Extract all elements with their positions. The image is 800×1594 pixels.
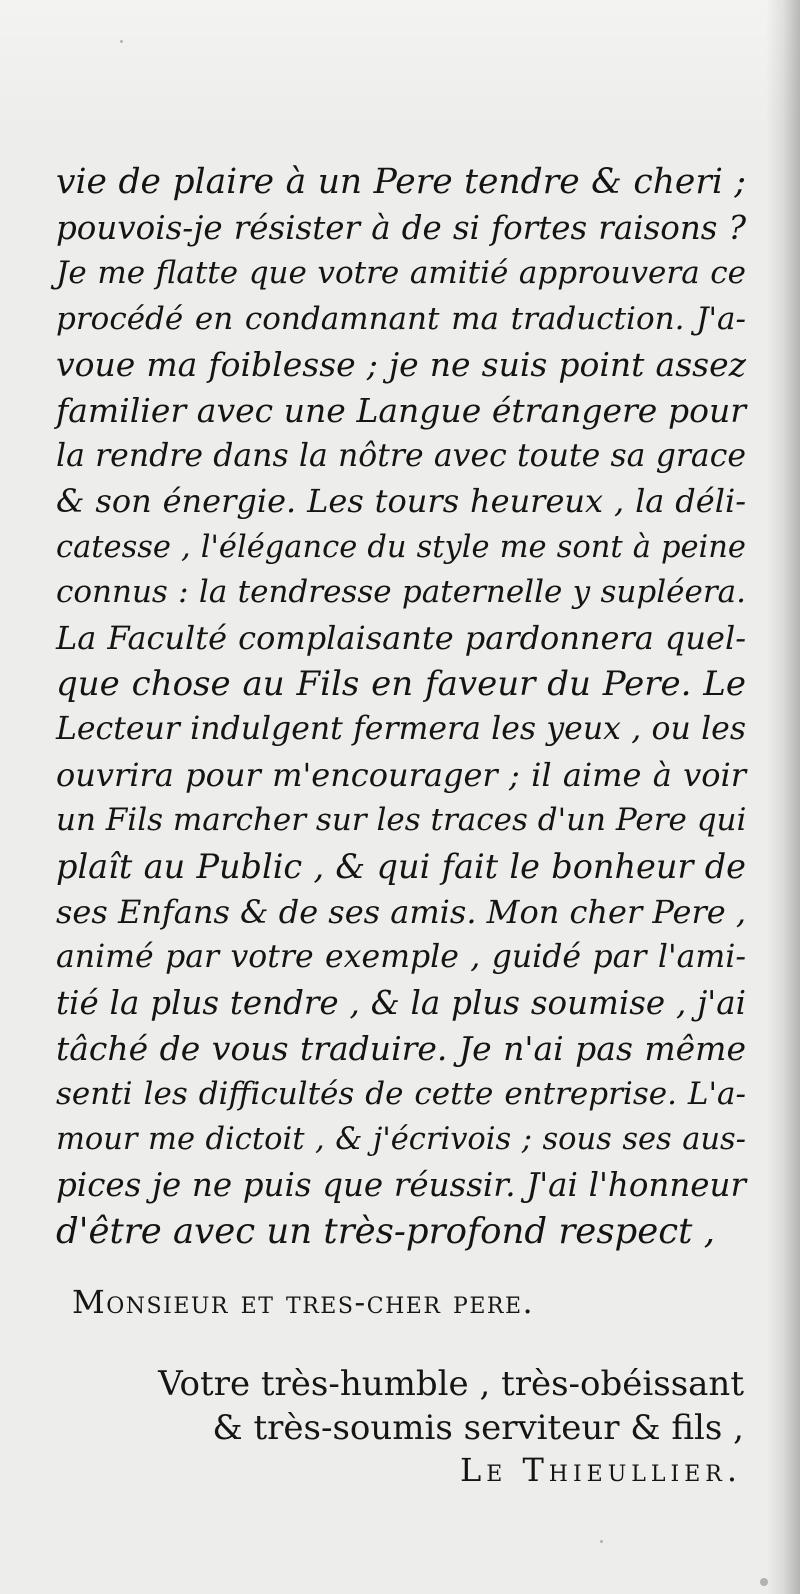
closing-line: Votre très-humble , très-obéissant	[158, 1364, 744, 1404]
text-line: que chose au Fils en faveur du Pere. Le	[56, 663, 746, 704]
text-line: vie de plaire à un Pere tendre & cheri ;	[56, 162, 746, 202]
text-line: un Fils marcher sur les traces d'un Pere qui	[56, 802, 747, 839]
text-line: plaît au Public , & qui fait le bonheur de	[56, 846, 746, 886]
text-line: pices je ne puis que réussir. J'ai l'honneur	[56, 1166, 746, 1205]
text-line: d'être avec un très-profond respect ,	[56, 1210, 715, 1252]
text-line: la rendre dans la nôtre avec toute sa grace	[56, 437, 746, 474]
text-line: La Faculté complaisante pardonnera quel-	[56, 618, 746, 657]
text-line: mour me dictoit , & j'écrivois ; sous ses aus-	[56, 1122, 746, 1158]
signature: Le Thieullier.	[459, 1451, 742, 1489]
closing-formula	[144, 1362, 744, 1450]
text-line: familier avec une Langue étrangere pour	[56, 390, 746, 430]
letter-body	[56, 160, 746, 1254]
text-line: animé par votre exemple , guidé par l'ami-	[56, 939, 746, 976]
page-gutter-shadow	[766, 0, 800, 1594]
text-line: voue ma foiblesse ; je ne suis point assez	[56, 345, 746, 385]
paper-speck	[120, 40, 123, 43]
paper-speck	[760, 1578, 768, 1586]
paper-highlight	[0, 0, 800, 130]
text-line: senti les difficultés de cette entreprise. L'a-	[56, 1075, 746, 1112]
text-line: catesse , l'élégance du style me sont à peine	[56, 529, 746, 565]
text-line: pouvois-je résister à de si fortes raisons ?	[56, 208, 746, 247]
text-line: ses Enfans & de ses amis. Mon cher Pere ,	[56, 892, 747, 931]
salutation: Monsieur et tres-cher pere.	[72, 1283, 535, 1321]
closing-line: & très-soumis serviteur & fils ,	[212, 1408, 744, 1448]
text-line: tié la plus tendre , & la plus soumise , j'ai	[56, 983, 746, 1022]
text-line: connus : la tendresse paternelle y supléera.	[56, 574, 746, 611]
text-line: tâché de vous traduire. Je n'ai pas même	[56, 1029, 746, 1069]
text-line: & son énergie. Les tours heureux , la déli-	[56, 482, 746, 521]
text-line: ouvrira pour m'encourager ; il aime à voir	[56, 755, 746, 794]
paper-speck	[600, 1540, 603, 1543]
text-line: Lecteur indulgent fermera les yeux , ou les	[56, 711, 746, 748]
text-line: procédé en condamnant ma traduction. J'a-	[56, 300, 746, 337]
text-line: Je me flatte que votre amitié approuvera ce	[56, 255, 746, 292]
